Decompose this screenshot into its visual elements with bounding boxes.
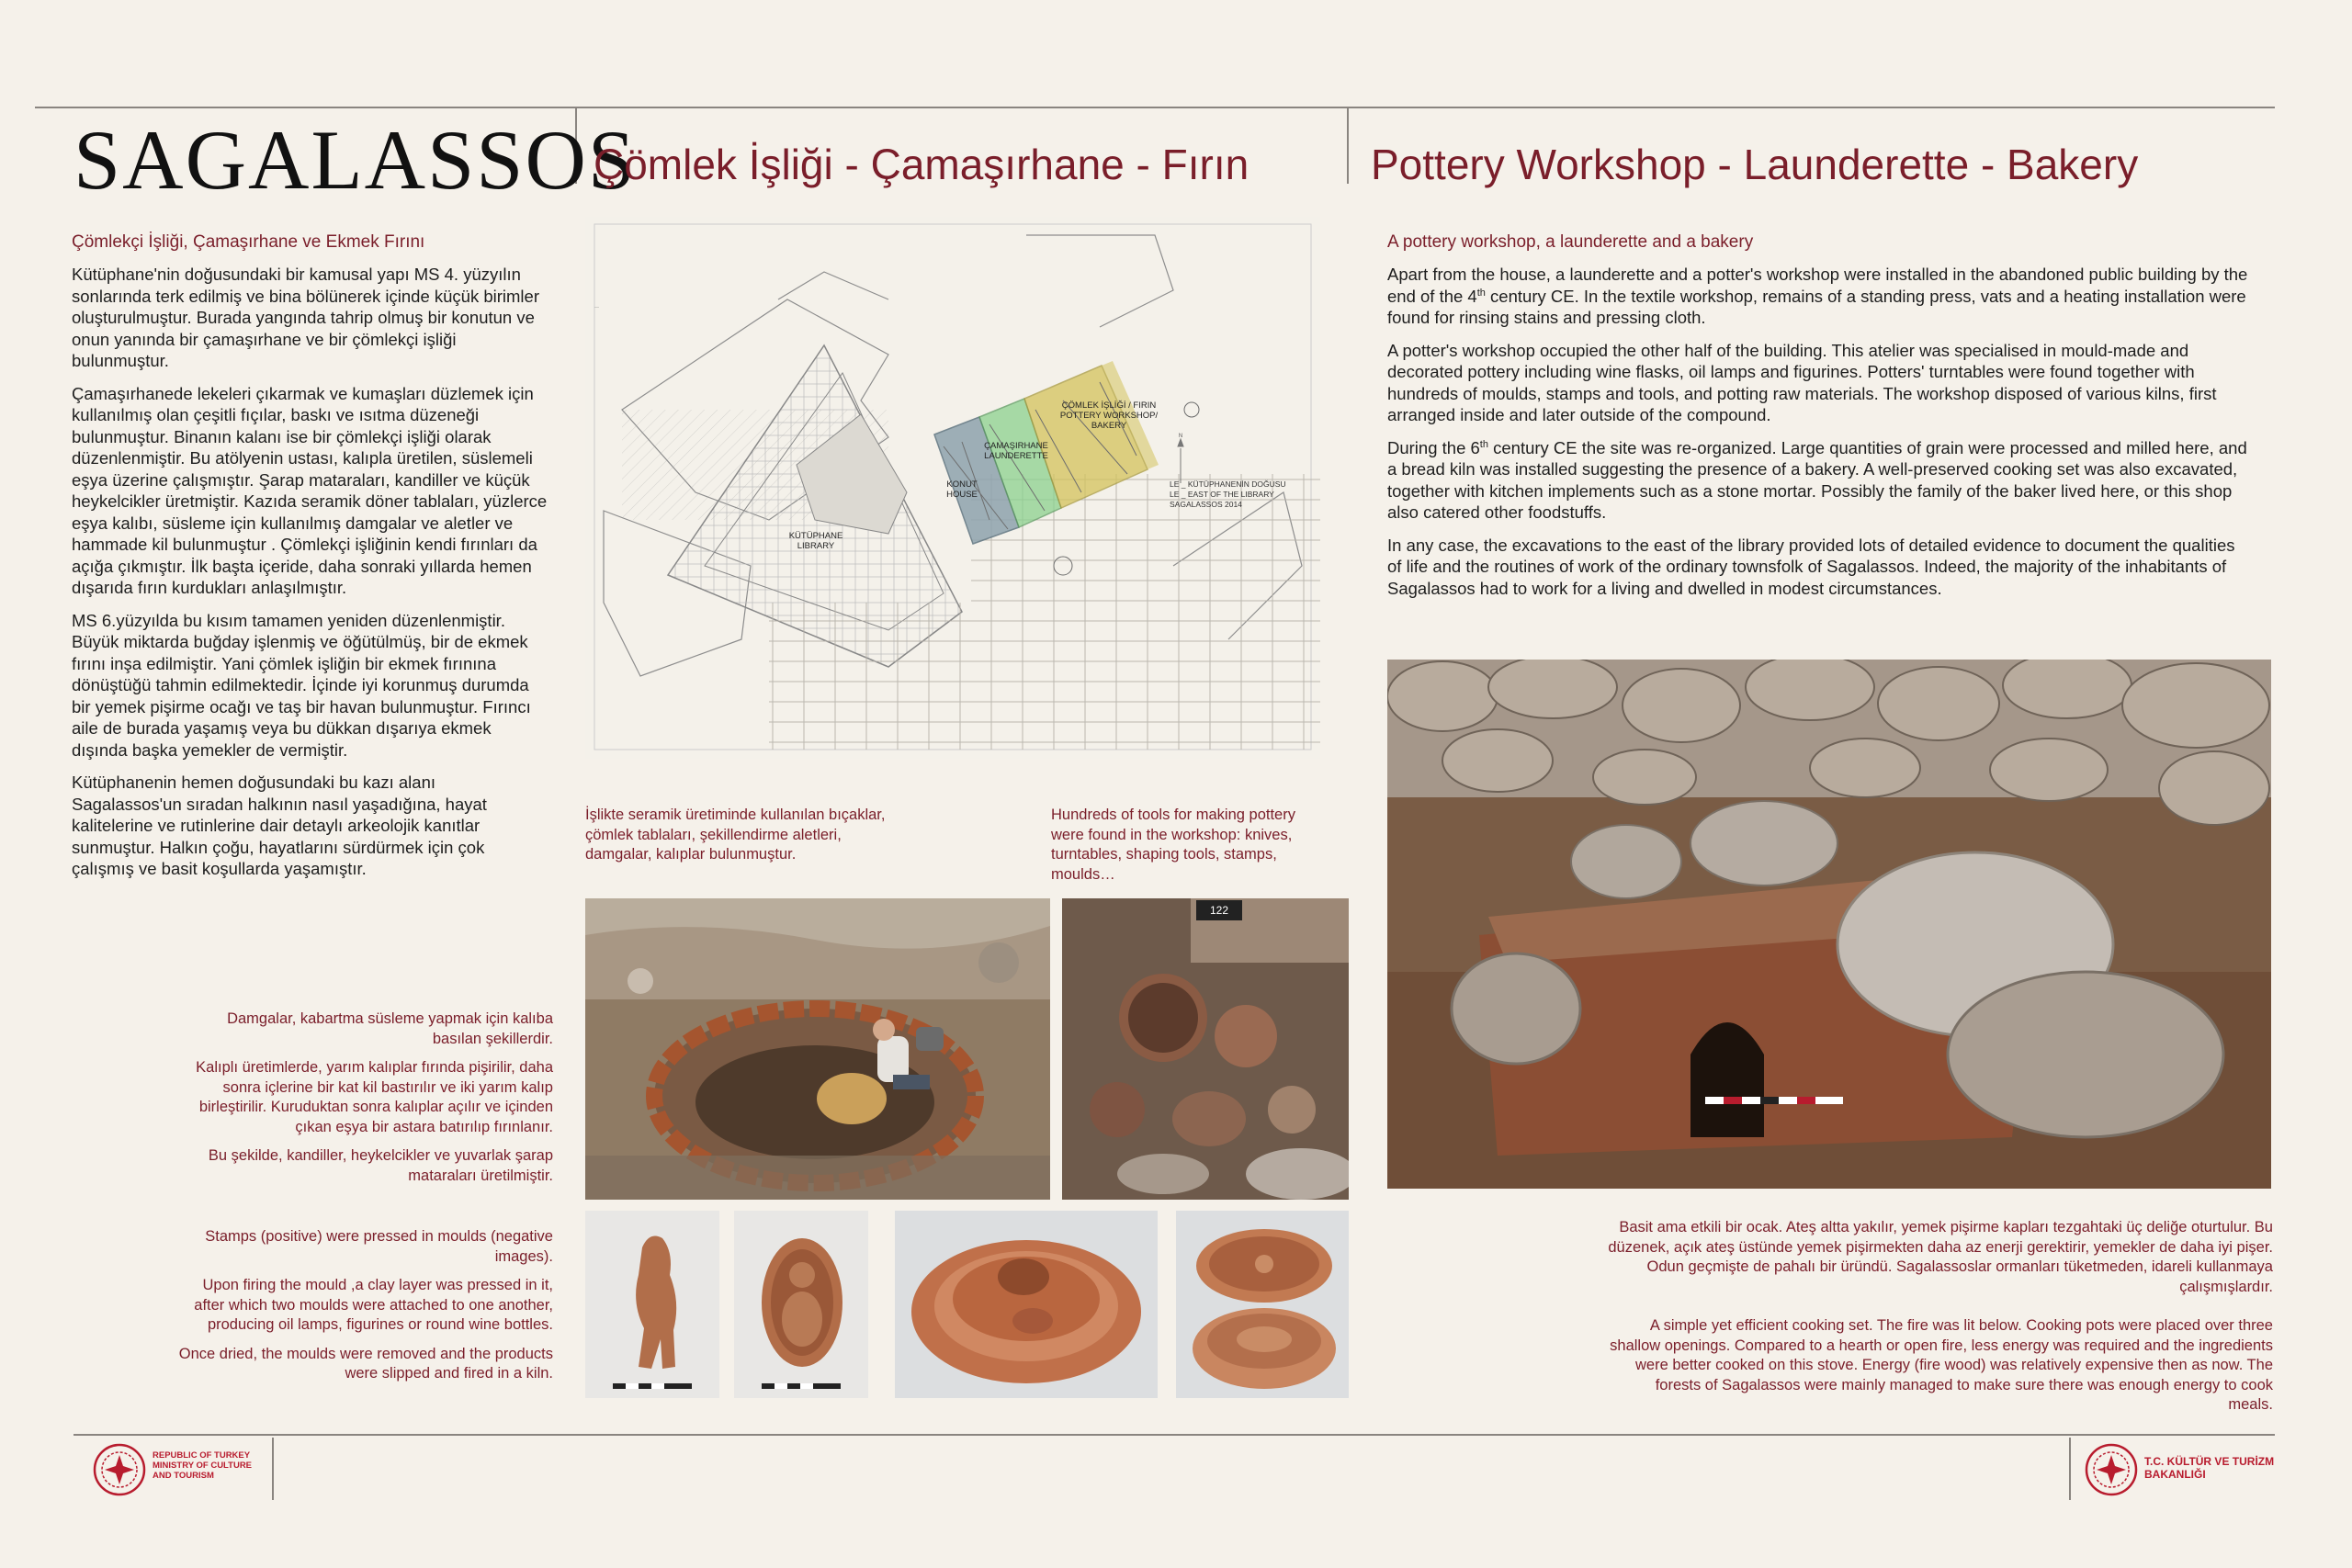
right-paragraph: [1387, 437, 2251, 524]
lamp-mould-photo: [1176, 1211, 1349, 1398]
subtitle-turkish: Çömlek İşliği - Çamaşırhane - Fırın: [594, 141, 1250, 188]
footer-divider-right: [2069, 1438, 2071, 1500]
bottom-rule: [74, 1434, 2275, 1436]
map-label-pottery: ÇÖMLEK İŞLİĞİ / FIRIN POTTERY WORKSHOP/ BAKERY: [1059, 400, 1159, 431]
right-p1-a: Apart from the house, a launderette and a potter's workshop were installed in the abandoned public building by the end of the 4: [1387, 265, 2248, 306]
mould-photo: [734, 1211, 868, 1398]
right-p1-sup: th: [1476, 287, 1486, 299]
find-tag: 122: [1209, 904, 1229, 917]
left-body: [72, 264, 549, 891]
page-title: SAGALASSOS: [74, 113, 638, 207]
right-paragraph: In any case, the excavations to the east of the library provided lots of detailed evidence to document the qualities of life and the routines of work of the ordinary townsfolk of Sagalassos. Indeed, the majority of the inhabitants of Sagalassos had to work for a living and dwelled in modest circumstances.: [1387, 535, 2235, 598]
ministry-name-turkish: [2144, 1455, 2282, 1481]
ministry-line: MINISTRY OF CULTURE: [153, 1461, 253, 1471]
figurine-photo: [585, 1211, 719, 1398]
svg-text:N: N: [1178, 434, 1183, 439]
subtitle-english: Pottery Workshop - Launderette - Bakery: [1371, 141, 2139, 188]
ministry-emblem-icon: [92, 1442, 147, 1497]
map-legend: [1170, 479, 1307, 510]
right-p3-sup: th: [1479, 438, 1488, 450]
top-rule: [35, 107, 2275, 108]
tools-caption-english: Hundreds of tools for making pottery were found in the workshop: knives, turntables, shaping tools, stamps, moulds…: [1051, 807, 1295, 883]
cooking-caption-english: A simple yet efficient cooking set. The fire was lit below. Cooking pots were placed over three shallow openings. Compared to a hearth or open fire, less energy was required and the ingredients were better cooked on this stove. Energy (fire wood) was relatively expensive then as now. The forests of Sagalassos were mainly managed to make sure there was enough energy to cook meals.: [1610, 1317, 2273, 1413]
left-heading: Çömlekçi İşliği, Çamaşırhane ve Ekmek Fırını: [72, 232, 425, 252]
map-legend-line: LE _ KÜTÜPHANENİN DOĞUSU: [1170, 479, 1286, 489]
right-p3-b: century CE the site was re-organized. Large quantities of grain were processed and milled here, and a bread kiln was installed suggesting the presence of a bakery. A well-preserved cooking set was also excavated, together with kitchen implements such as a stone mortar. Possibly the family of the baker lived here, or this shop also catered other foodstuffs.: [1387, 437, 2247, 522]
map-label-library: KÜTÜPHANE LIBRARY: [788, 531, 843, 551]
ministry-line: T.C. KÜLTÜR VE TURİZM: [2144, 1455, 2275, 1468]
ministry-emblem-icon: [2084, 1442, 2139, 1497]
left-paragraph: Kütüphane'nin doğusundaki bir kamusal yapı MS 4. yüzyılın sonlarında terk edilmiş ve bina bölünerek içinde küçük birimler oluşturulmuştur. Burada yangında tahrip olmuş bir konutun ve onun yanında bir çamaşırhane ve bir çömlekçi işliği bulunmuştur.: [72, 265, 539, 370]
tools-caption-turkish: İşlikte seramik üretiminde kullanılan bıçaklar, çömlek tablaları, şekillendirme aletleri, damgalar, kalıplar bulunmuştur.: [585, 807, 886, 863]
ministry-line: BAKANLIĞI: [2144, 1468, 2206, 1481]
footer-divider-left: [272, 1438, 274, 1500]
header-divider-right: [1347, 107, 1349, 184]
stamps-caption-tr-3: Bu şekilde, kandiller, heykelcikler ve yuvarlak şarap mataraları üretilmiştir.: [208, 1147, 553, 1184]
right-p1-b: century CE. In the textile workshop, remains of a standing press, vats and a heating installation were found for rinsing stains and pressing cloth.: [1387, 286, 2246, 327]
ministry-line: AND TOURISM: [153, 1471, 214, 1481]
left-paragraph: MS 6.yüzyılda bu kısım tamamen yeniden düzenlenmiştir. Büyük miktarda buğday işlenmiş ve öğütülmüş, bir de ekmek fırını inşa edilmiştir. Yani çömlek işliğin bir ekmek fırınına dönüştüğü tahmin edilmektedir. İçinde iyi korunmuş durumda bir yemek pişirme ocağı ve taş bir havan bulunmuştur. Fırıncı aile de burada yaşamış veya bu dükkan dışarıya ekmek dışında başka yemekler de vermiştir.: [72, 610, 531, 760]
stamps-caption-tr-2: Kalıplı üretimlerde, yarım kalıplar fırında pişirilir, daha sonra içlerine bir kat kil bastırılır ve iki yarım kalıp birleştirilir. Kuruduktan sonra kalıplar açılır ve içinden çıkan eşya bir astara batırılıp fırınlanır.: [196, 1059, 553, 1135]
right-paragraph: A potter's workshop occupied the other half of the building. This atelier was specialised in mould-made and decorated pottery including wine flasks, oil lamps and figurines. Potters' turntables were found together with hundreds of moulds, stamps and tools, and potting raw materials. The workshop disposed of various kilns, first arranged inside and later outside of the compound.: [1387, 340, 2217, 424]
right-p3-a: During the 6: [1387, 437, 1480, 457]
stamps-caption-en-2: Upon firing the mould ,a clay layer was pressed in it, after which two moulds were attached to one another, producing oil lamps, figurines or round wine bottles.: [194, 1277, 553, 1333]
right-body: [1387, 264, 2251, 610]
right-paragraph: [1387, 264, 2251, 329]
left-paragraph: Çamaşırhanede lekeleri çıkarmak ve kumaşları düzlemek için kullanılmış olan çeşitli fıçılar, baskı ve ısıtma düzeneği bulunmuştur. Binanın kalanı ise bir çömlekçi işliği olarak düzenlenmiştir. Bu atölyenin ustası, kalıpla üretilen, süslemeli eşya üzerine çalışmıştır. Şarap mataraları, kandiller ve küçük heykelcikler üretmiştir. Kazıda seramik döner tablaları, yüzlerce eşya kalıbı, süsleme için kullanılmış damgalar ve aletler ve hammade kil bulunmuştur . Çömlekçi işliğinin kendi fırınları da açığa çıkmıştır. İlk başta içeride, daha sonraki yıllarda hemen dışarıda fırın kurdukları anlaşılmıştır.: [72, 383, 548, 597]
map-legend-line: SAGALASSOS 2014: [1170, 500, 1242, 509]
ministry-line: REPUBLIC OF TURKEY: [153, 1450, 251, 1461]
ministry-name-english: [153, 1450, 272, 1481]
stamps-caption-english: [175, 1227, 553, 1393]
cooking-set-photo: [1387, 660, 2271, 1189]
map-label-house: KONUT HOUSE: [946, 479, 978, 500]
right-heading: A pottery workshop, a launderette and a bakery: [1387, 232, 1754, 252]
stamps-caption-en-3: Once dried, the moulds were removed and the products were slipped and fired in a kiln.: [178, 1345, 553, 1382]
decorated-plate-photo: [895, 1211, 1158, 1398]
pottery-deposit-photo: [1062, 898, 1349, 1200]
site-plan-map: [585, 217, 1320, 759]
stamps-caption-en-1: Stamps (positive) were pressed in moulds (negative images).: [205, 1228, 553, 1265]
stamps-caption-tr-1: Damgalar, kabartma süsleme yapmak için kalıba basılan şekillerdir.: [227, 1010, 553, 1047]
kiln-excavation-photo: [585, 898, 1050, 1200]
map-legend-line: LE _ EAST OF THE LIBRARY: [1170, 490, 1274, 499]
cooking-caption-turkish: Basit ama etkili bir ocak. Ateş altta yakılır, yemek pişirme kapları tezgahtaki üç deliğe oturtulur. Bu düzenek, açık ateş üstünde yemek pişirmekten daha az enerji gerektirir, yemekler de daha iyi pişer. Odun geçmişte de pahalı bir üründü. Sagalassoslar ormanları tüketmeden, idareli kullanmaya çalışmışlardır.: [1608, 1219, 2273, 1295]
left-paragraph: Kütüphanenin hemen doğusundaki bu kazı alanı Sagalassos'un sıradan halkının nasıl yaşadığına, hayat kalitelerine ve rutinlerine dair detaylı arkeolojik kanıtlar sunmuştur. Halkın çoğu, hayatlarını sürdürmek için çok çalışmış ve basit koşullarda yaşamıştır.: [72, 773, 487, 878]
stamps-caption-turkish: [175, 1010, 553, 1195]
svg-text:—: —: [594, 305, 599, 310]
map-label-launderette: ÇAMAŞIRHANE LAUNDERETTE: [984, 441, 1048, 461]
